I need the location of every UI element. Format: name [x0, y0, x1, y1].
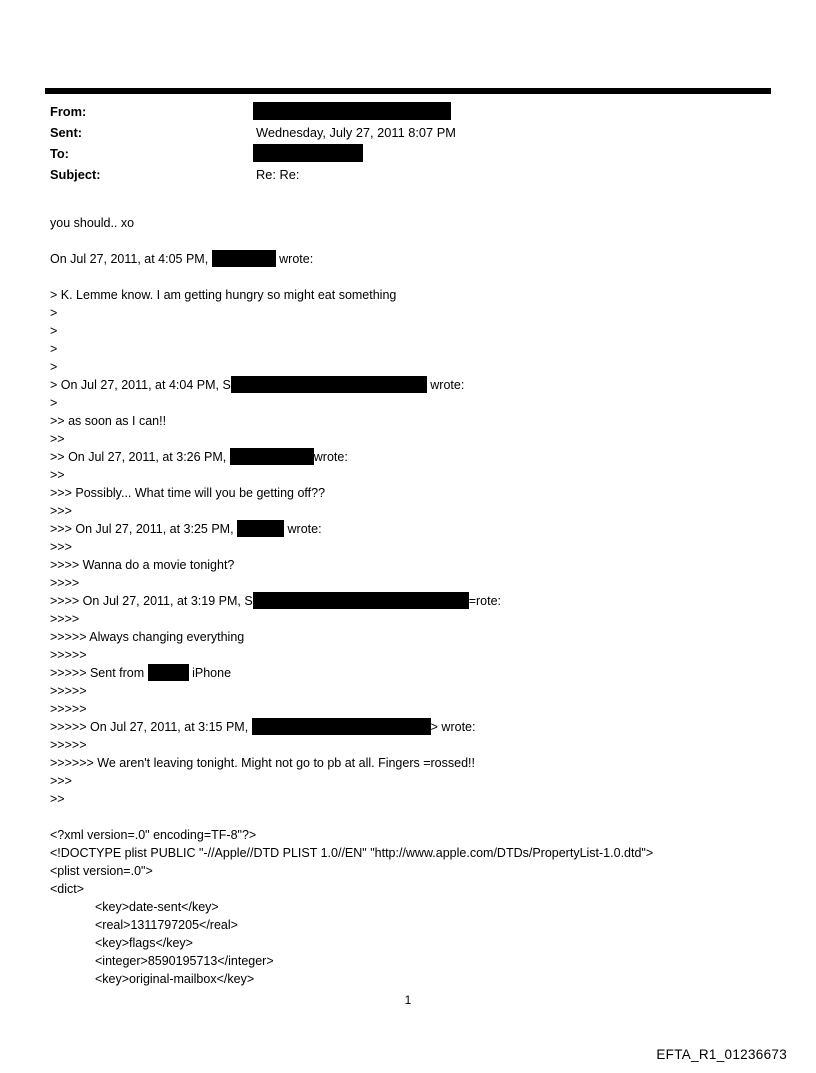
body-text-segment: >> On Jul 27, 2011, at 3:26 PM, — [50, 450, 230, 464]
body-line — [50, 340, 796, 358]
body-text-segment: >>>> — [50, 612, 80, 626]
body-line — [50, 574, 796, 592]
email-body — [50, 214, 796, 988]
body-text-segment: =rote: — [468, 594, 501, 608]
body-line — [50, 826, 796, 844]
redaction-box — [253, 144, 363, 162]
body-line — [50, 232, 796, 250]
header-field-value — [253, 143, 786, 164]
body-line — [50, 466, 796, 484]
body-text-segment: <key>flags</key> — [95, 936, 193, 950]
header-field-row — [50, 164, 786, 185]
body-line — [50, 214, 796, 232]
body-line — [50, 736, 796, 754]
body-text-segment: >>>> — [50, 576, 80, 590]
body-text-segment: >>> — [50, 504, 72, 518]
body-text-segment: wrote: — [313, 450, 348, 464]
body-text-segment: <dict> — [50, 882, 85, 896]
body-text-segment: >> — [50, 792, 65, 806]
redaction-box — [237, 520, 284, 537]
body-text-segment: On Jul 27, 2011, at 4:05 PM, — [50, 252, 212, 266]
body-text-segment: iPhone — [188, 666, 232, 680]
header-field-value: Wednesday, July 27, 2011 8:07 PM — [256, 125, 456, 140]
body-text-segment: >>> On Jul 27, 2011, at 3:25 PM, — [50, 522, 238, 536]
body-line — [50, 808, 796, 826]
body-text-segment: >> as soon as I can!! — [50, 414, 167, 428]
body-line — [50, 592, 796, 610]
body-line — [50, 484, 796, 502]
header-field-row — [50, 143, 786, 164]
header-field-row — [50, 122, 786, 143]
body-text-segment: >>>>> — [50, 738, 87, 752]
body-text-segment: > — [50, 324, 58, 338]
body-text-segment: >>>>> Sent from — [50, 666, 148, 680]
body-text-segment: >> — [50, 432, 65, 446]
body-text-segment: > wrote: — [430, 720, 476, 734]
body-line — [50, 682, 796, 700]
body-text-segment: >>> Possibly... What time will you be getting off?? — [50, 486, 326, 500]
body-text-segment: <key>original-mailbox</key> — [95, 972, 255, 986]
body-line — [50, 448, 796, 466]
body-line — [50, 844, 796, 862]
body-line — [50, 952, 796, 970]
body-text-segment: wrote: — [426, 378, 465, 392]
redaction-box — [253, 592, 469, 609]
header-field-label: Subject: — [50, 167, 101, 182]
body-line — [50, 754, 796, 772]
body-line — [50, 250, 796, 268]
body-text-segment: <real>1311797205</real> — [95, 918, 238, 932]
body-text-segment: > — [50, 360, 58, 374]
header-divider-bar — [45, 88, 771, 94]
body-line — [50, 862, 796, 880]
body-line — [50, 916, 796, 934]
email-header — [50, 101, 786, 185]
page-number: 1 — [404, 993, 412, 1007]
header-field-value: Re: Re: — [256, 167, 300, 182]
body-line — [50, 286, 796, 304]
body-text-segment: >>>>> — [50, 648, 87, 662]
body-line — [50, 304, 796, 322]
body-text-segment: >>>>> — [50, 684, 87, 698]
body-line — [50, 700, 796, 718]
body-text-segment: <integer>8590195713</integer> — [95, 954, 274, 968]
body-text-segment: <plist version=.0"> — [50, 864, 153, 878]
body-line — [50, 880, 796, 898]
body-text-segment: you should.. xo — [50, 216, 135, 230]
body-line — [50, 268, 796, 286]
body-text-segment: wrote: — [275, 252, 314, 266]
redaction-box — [212, 250, 276, 267]
redaction-box — [252, 718, 431, 735]
body-text-segment: >>> — [50, 774, 72, 788]
body-text-segment: <?xml version=.0" encoding=TF-8"?> — [50, 828, 257, 842]
body-line — [50, 646, 796, 664]
body-line — [50, 538, 796, 556]
body-text-segment: <!DOCTYPE plist PUBLIC "-//Apple//DTD PLIST 1.0//EN" "http://www.apple.com/DTDs/PropertyList-1.0.dtd"> — [50, 846, 654, 860]
body-line — [50, 358, 796, 376]
redaction-box — [148, 664, 189, 681]
body-line — [50, 664, 796, 682]
body-text-segment: > — [50, 342, 58, 356]
body-text-segment: > — [50, 306, 58, 320]
body-line — [50, 556, 796, 574]
body-line — [50, 628, 796, 646]
header-field-label: Sent: — [50, 125, 82, 140]
body-text-segment: > On Jul 27, 2011, at 4:04 PM, S — [50, 378, 231, 392]
header-field-row — [50, 101, 786, 122]
body-text-segment: >> — [50, 468, 65, 482]
body-text-segment: >>>> Wanna do a movie tonight? — [50, 558, 235, 572]
bates-number: EFTA_R1_01236673 — [656, 1047, 787, 1062]
body-line — [50, 412, 796, 430]
header-field-label: From: — [50, 104, 87, 119]
body-line — [50, 898, 796, 916]
body-line — [50, 502, 796, 520]
body-line — [50, 718, 796, 736]
body-text-segment: >>>>> — [50, 702, 87, 716]
header-field-label: To: — [50, 146, 69, 161]
header-field-value — [253, 101, 786, 122]
body-line — [50, 376, 796, 394]
body-text-segment: > K. Lemme know. I am getting hungry so might eat something — [50, 288, 397, 302]
body-line — [50, 322, 796, 340]
body-text-segment: >>> — [50, 540, 72, 554]
body-text-segment: <key>date-sent</key> — [95, 900, 219, 914]
body-line — [50, 772, 796, 790]
body-line — [50, 934, 796, 952]
body-line — [50, 430, 796, 448]
body-text-segment: >>>>>> We aren't leaving tonight. Might not go to pb at all. Fingers =rossed!! — [50, 756, 475, 770]
redaction-box — [253, 102, 451, 120]
body-text-segment: > — [50, 396, 58, 410]
redaction-box — [230, 448, 314, 465]
body-text-segment: >>>>> Always changing everything — [50, 630, 245, 644]
body-text-segment: >>>> On Jul 27, 2011, at 3:19 PM, S — [50, 594, 253, 608]
body-line — [50, 610, 796, 628]
body-line — [50, 394, 796, 412]
body-line — [50, 790, 796, 808]
body-line — [50, 970, 796, 988]
body-line — [50, 520, 796, 538]
body-text-segment: >>>>> On Jul 27, 2011, at 3:15 PM, — [50, 720, 252, 734]
redaction-box — [231, 376, 427, 393]
body-text-segment: wrote: — [284, 522, 322, 536]
